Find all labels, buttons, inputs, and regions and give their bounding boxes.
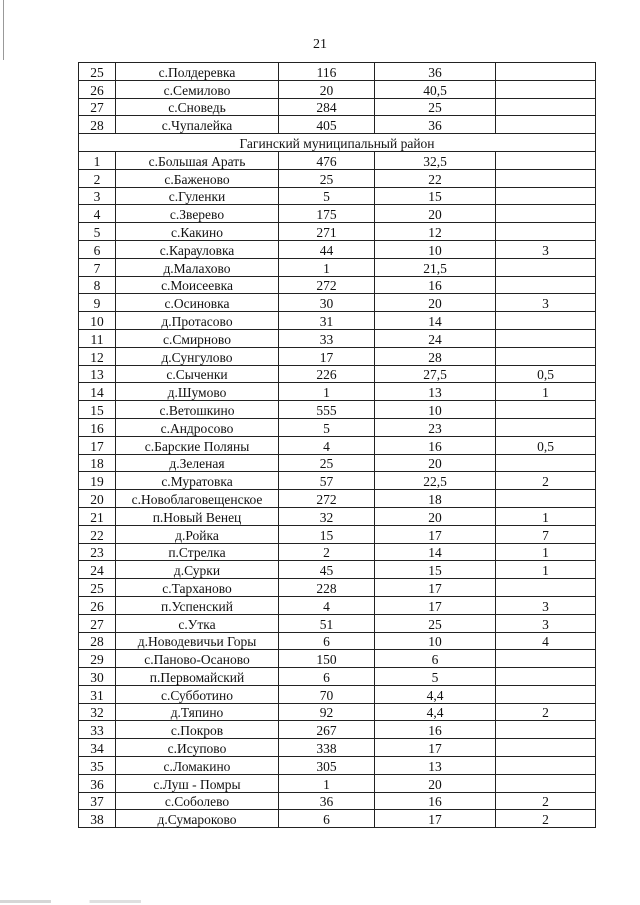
table-row — [79, 596, 596, 614]
table-body — [79, 63, 596, 828]
value-cell-4: 14 — [375, 312, 496, 330]
value-cell-5: 1 — [496, 383, 596, 401]
value-cell-4: 36 — [375, 116, 496, 134]
value-cell-4: 20 — [375, 294, 496, 312]
row-number-cell: 26 — [79, 596, 116, 614]
row-number-cell: 25 — [79, 63, 116, 81]
value-cell-3: 20 — [279, 80, 375, 98]
value-cell-3: 33 — [279, 329, 375, 347]
row-number-cell: 1 — [79, 151, 116, 169]
value-cell-5 — [496, 347, 596, 365]
section-header-row — [79, 134, 596, 152]
settlement-name-cell: с.Осиновка — [116, 294, 279, 312]
value-cell-3: 228 — [279, 579, 375, 597]
value-cell-3: 6 — [279, 632, 375, 650]
row-number-cell: 25 — [79, 579, 116, 597]
value-cell-4: 4,4 — [375, 685, 496, 703]
value-cell-3: 175 — [279, 205, 375, 223]
value-cell-5 — [496, 312, 596, 330]
settlement-name-cell: с.Андросово — [116, 418, 279, 436]
row-number-cell: 30 — [79, 668, 116, 686]
value-cell-5 — [496, 650, 596, 668]
row-number-cell: 24 — [79, 561, 116, 579]
settlement-name-cell: с.Полдеревка — [116, 63, 279, 81]
table-row — [79, 810, 596, 828]
value-cell-3: 70 — [279, 685, 375, 703]
value-cell-4: 6 — [375, 650, 496, 668]
table-row — [79, 258, 596, 276]
value-cell-3: 2 — [279, 543, 375, 561]
table-row — [79, 276, 596, 294]
value-cell-4: 17 — [375, 579, 496, 597]
value-cell-5 — [496, 276, 596, 294]
value-cell-3: 5 — [279, 187, 375, 205]
settlement-name-cell: с.Карауловка — [116, 240, 279, 258]
settlement-name-cell: с.Чупалейка — [116, 116, 279, 134]
value-cell-4: 13 — [375, 383, 496, 401]
value-cell-4: 25 — [375, 98, 496, 116]
value-cell-3: 226 — [279, 365, 375, 383]
value-cell-3: 1 — [279, 774, 375, 792]
settlement-name-cell: д.Тяпино — [116, 703, 279, 721]
settlement-name-cell: с.Ветошкино — [116, 401, 279, 419]
value-cell-4: 13 — [375, 757, 496, 775]
table-row — [79, 668, 596, 686]
row-number-cell: 2 — [79, 169, 116, 187]
value-cell-3: 6 — [279, 810, 375, 828]
table-row — [79, 472, 596, 490]
table-row — [79, 205, 596, 223]
row-number-cell: 14 — [79, 383, 116, 401]
value-cell-5 — [496, 116, 596, 134]
settlement-name-cell: с.Зверево — [116, 205, 279, 223]
value-cell-3: 271 — [279, 223, 375, 241]
value-cell-4: 4,4 — [375, 703, 496, 721]
settlement-name-cell: д.Новодевичьи Горы — [116, 632, 279, 650]
value-cell-5: 2 — [496, 810, 596, 828]
value-cell-3: 267 — [279, 721, 375, 739]
table-row — [79, 703, 596, 721]
settlement-name-cell: с.Смирново — [116, 329, 279, 347]
value-cell-3: 338 — [279, 739, 375, 757]
value-cell-5 — [496, 774, 596, 792]
value-cell-4: 32,5 — [375, 151, 496, 169]
value-cell-5 — [496, 80, 596, 98]
value-cell-5 — [496, 721, 596, 739]
value-cell-5: 1 — [496, 507, 596, 525]
table-row — [79, 507, 596, 525]
value-cell-3: 45 — [279, 561, 375, 579]
settlement-name-cell: с.Моисеевка — [116, 276, 279, 294]
value-cell-5 — [496, 490, 596, 508]
value-cell-5: 2 — [496, 472, 596, 490]
value-cell-5 — [496, 169, 596, 187]
row-number-cell: 11 — [79, 329, 116, 347]
settlement-name-cell: с.Сноведь — [116, 98, 279, 116]
settlement-name-cell: с.Большая Арать — [116, 151, 279, 169]
table-row — [79, 490, 596, 508]
value-cell-4: 23 — [375, 418, 496, 436]
value-cell-4: 40,5 — [375, 80, 496, 98]
value-cell-5 — [496, 668, 596, 686]
value-cell-3: 57 — [279, 472, 375, 490]
table-row — [79, 347, 596, 365]
value-cell-5 — [496, 223, 596, 241]
value-cell-5: 2 — [496, 792, 596, 810]
row-number-cell: 38 — [79, 810, 116, 828]
value-cell-5: 1 — [496, 561, 596, 579]
row-number-cell: 21 — [79, 507, 116, 525]
settlement-name-cell: с.Баженово — [116, 169, 279, 187]
value-cell-5 — [496, 98, 596, 116]
settlement-name-cell: с.Гуленки — [116, 187, 279, 205]
table-row — [79, 187, 596, 205]
value-cell-4: 17 — [375, 810, 496, 828]
row-number-cell: 10 — [79, 312, 116, 330]
settlements-table — [78, 62, 596, 828]
row-number-cell: 20 — [79, 490, 116, 508]
settlement-name-cell: с.Муратовка — [116, 472, 279, 490]
settlement-name-cell: д.Зеленая — [116, 454, 279, 472]
value-cell-3: 31 — [279, 312, 375, 330]
value-cell-5: 3 — [496, 240, 596, 258]
value-cell-3: 92 — [279, 703, 375, 721]
value-cell-3: 305 — [279, 757, 375, 775]
value-cell-4: 24 — [375, 329, 496, 347]
settlement-name-cell: п.Новый Венец — [116, 507, 279, 525]
table-row — [79, 792, 596, 810]
row-number-cell: 35 — [79, 757, 116, 775]
value-cell-5: 0,5 — [496, 436, 596, 454]
row-number-cell: 34 — [79, 739, 116, 757]
value-cell-3: 1 — [279, 258, 375, 276]
value-cell-4: 10 — [375, 401, 496, 419]
value-cell-4: 17 — [375, 525, 496, 543]
row-number-cell: 3 — [79, 187, 116, 205]
value-cell-3: 1 — [279, 383, 375, 401]
table-row — [79, 383, 596, 401]
table-row — [79, 312, 596, 330]
value-cell-3: 15 — [279, 525, 375, 543]
row-number-cell: 32 — [79, 703, 116, 721]
value-cell-5 — [496, 685, 596, 703]
value-cell-4: 21,5 — [375, 258, 496, 276]
table-row — [79, 240, 596, 258]
settlement-name-cell: с.Паново-Осаново — [116, 650, 279, 668]
table-row — [79, 454, 596, 472]
settlement-name-cell: с.Ломакино — [116, 757, 279, 775]
table-row — [79, 579, 596, 597]
row-number-cell: 7 — [79, 258, 116, 276]
table-row — [79, 169, 596, 187]
value-cell-3: 5 — [279, 418, 375, 436]
row-number-cell: 36 — [79, 774, 116, 792]
value-cell-3: 272 — [279, 490, 375, 508]
row-number-cell: 12 — [79, 347, 116, 365]
value-cell-3: 4 — [279, 436, 375, 454]
row-number-cell: 28 — [79, 116, 116, 134]
value-cell-4: 10 — [375, 632, 496, 650]
row-number-cell: 16 — [79, 418, 116, 436]
value-cell-5 — [496, 418, 596, 436]
row-number-cell: 22 — [79, 525, 116, 543]
table-row — [79, 436, 596, 454]
table-row — [79, 418, 596, 436]
settlement-name-cell: с.Сыченки — [116, 365, 279, 383]
value-cell-4: 22,5 — [375, 472, 496, 490]
value-cell-3: 32 — [279, 507, 375, 525]
value-cell-5 — [496, 187, 596, 205]
value-cell-5: 0,5 — [496, 365, 596, 383]
value-cell-5: 4 — [496, 632, 596, 650]
value-cell-5: 1 — [496, 543, 596, 561]
row-number-cell: 8 — [79, 276, 116, 294]
value-cell-3: 272 — [279, 276, 375, 294]
section-title: Гагинский муниципальный район — [79, 134, 596, 152]
row-number-cell: 4 — [79, 205, 116, 223]
row-number-cell: 33 — [79, 721, 116, 739]
table-row — [79, 365, 596, 383]
table-row — [79, 774, 596, 792]
row-number-cell: 28 — [79, 632, 116, 650]
value-cell-4: 25 — [375, 614, 496, 632]
row-number-cell: 13 — [79, 365, 116, 383]
value-cell-4: 15 — [375, 187, 496, 205]
value-cell-3: 30 — [279, 294, 375, 312]
value-cell-3: 405 — [279, 116, 375, 134]
row-number-cell: 6 — [79, 240, 116, 258]
table-row — [79, 401, 596, 419]
value-cell-3: 44 — [279, 240, 375, 258]
row-number-cell: 37 — [79, 792, 116, 810]
settlement-name-cell: п.Стрелка — [116, 543, 279, 561]
value-cell-5 — [496, 401, 596, 419]
row-number-cell: 15 — [79, 401, 116, 419]
settlement-name-cell: д.Ройка — [116, 525, 279, 543]
settlement-name-cell: с.Новоблаговещенское — [116, 490, 279, 508]
settlement-name-cell: д.Сунгулово — [116, 347, 279, 365]
table-row — [79, 98, 596, 116]
value-cell-4: 20 — [375, 205, 496, 223]
value-cell-4: 16 — [375, 792, 496, 810]
value-cell-4: 5 — [375, 668, 496, 686]
row-number-cell: 26 — [79, 80, 116, 98]
value-cell-4: 16 — [375, 276, 496, 294]
value-cell-5 — [496, 151, 596, 169]
settlement-name-cell: с.Какино — [116, 223, 279, 241]
settlement-name-cell: п.Успенский — [116, 596, 279, 614]
value-cell-5 — [496, 205, 596, 223]
value-cell-5 — [496, 258, 596, 276]
row-number-cell: 5 — [79, 223, 116, 241]
row-number-cell: 19 — [79, 472, 116, 490]
settlement-name-cell: с.Утка — [116, 614, 279, 632]
settlement-name-cell: д.Сумароково — [116, 810, 279, 828]
settlement-name-cell: с.Луш - Помры — [116, 774, 279, 792]
row-number-cell: 23 — [79, 543, 116, 561]
value-cell-3: 284 — [279, 98, 375, 116]
value-cell-3: 25 — [279, 454, 375, 472]
row-number-cell: 29 — [79, 650, 116, 668]
value-cell-5: 7 — [496, 525, 596, 543]
value-cell-5 — [496, 739, 596, 757]
row-number-cell: 9 — [79, 294, 116, 312]
table-row — [79, 525, 596, 543]
table-row — [79, 80, 596, 98]
row-number-cell: 17 — [79, 436, 116, 454]
value-cell-4: 18 — [375, 490, 496, 508]
value-cell-5 — [496, 454, 596, 472]
settlement-name-cell: с.Тарханово — [116, 579, 279, 597]
table-row — [79, 151, 596, 169]
settlement-name-cell: д.Протасово — [116, 312, 279, 330]
table-row — [79, 685, 596, 703]
value-cell-5: 3 — [496, 614, 596, 632]
value-cell-4: 20 — [375, 774, 496, 792]
value-cell-4: 27,5 — [375, 365, 496, 383]
value-cell-3: 4 — [279, 596, 375, 614]
settlement-name-cell: с.Соболево — [116, 792, 279, 810]
settlement-name-cell: с.Покров — [116, 721, 279, 739]
table-row — [79, 223, 596, 241]
scan-bottom-artifact — [0, 900, 640, 903]
value-cell-4: 16 — [375, 721, 496, 739]
value-cell-3: 6 — [279, 668, 375, 686]
settlement-name-cell: с.Исупово — [116, 739, 279, 757]
settlement-name-cell: д.Шумово — [116, 383, 279, 401]
table-row — [79, 561, 596, 579]
settlement-name-cell: с.Семилово — [116, 80, 279, 98]
row-number-cell: 31 — [79, 685, 116, 703]
value-cell-3: 17 — [279, 347, 375, 365]
value-cell-3: 150 — [279, 650, 375, 668]
value-cell-4: 15 — [375, 561, 496, 579]
table-row — [79, 63, 596, 81]
value-cell-5: 3 — [496, 294, 596, 312]
table-row — [79, 650, 596, 668]
table-row — [79, 632, 596, 650]
settlement-name-cell: с.Субботино — [116, 685, 279, 703]
value-cell-3: 36 — [279, 792, 375, 810]
value-cell-4: 17 — [375, 596, 496, 614]
table-row — [79, 614, 596, 632]
table-row — [79, 757, 596, 775]
value-cell-4: 22 — [375, 169, 496, 187]
value-cell-5: 3 — [496, 596, 596, 614]
value-cell-4: 20 — [375, 454, 496, 472]
table-row — [79, 329, 596, 347]
value-cell-4: 12 — [375, 223, 496, 241]
value-cell-3: 555 — [279, 401, 375, 419]
settlement-name-cell: с.Барские Поляны — [116, 436, 279, 454]
value-cell-3: 51 — [279, 614, 375, 632]
row-number-cell: 18 — [79, 454, 116, 472]
value-cell-4: 10 — [375, 240, 496, 258]
value-cell-5 — [496, 63, 596, 81]
page-number: 21 — [313, 37, 327, 52]
row-number-cell: 27 — [79, 614, 116, 632]
value-cell-4: 16 — [375, 436, 496, 454]
value-cell-5 — [496, 329, 596, 347]
value-cell-4: 14 — [375, 543, 496, 561]
value-cell-5 — [496, 757, 596, 775]
settlement-name-cell: д.Малахово — [116, 258, 279, 276]
table-row — [79, 721, 596, 739]
table-row — [79, 543, 596, 561]
value-cell-5: 2 — [496, 703, 596, 721]
value-cell-3: 116 — [279, 63, 375, 81]
table-row — [79, 294, 596, 312]
value-cell-4: 28 — [375, 347, 496, 365]
settlement-name-cell: п.Первомайский — [116, 668, 279, 686]
table-row — [79, 116, 596, 134]
value-cell-4: 20 — [375, 507, 496, 525]
value-cell-3: 25 — [279, 169, 375, 187]
settlement-name-cell: д.Сурки — [116, 561, 279, 579]
row-number-cell: 27 — [79, 98, 116, 116]
value-cell-5 — [496, 579, 596, 597]
value-cell-4: 17 — [375, 739, 496, 757]
table-row — [79, 739, 596, 757]
value-cell-4: 36 — [375, 63, 496, 81]
value-cell-3: 476 — [279, 151, 375, 169]
